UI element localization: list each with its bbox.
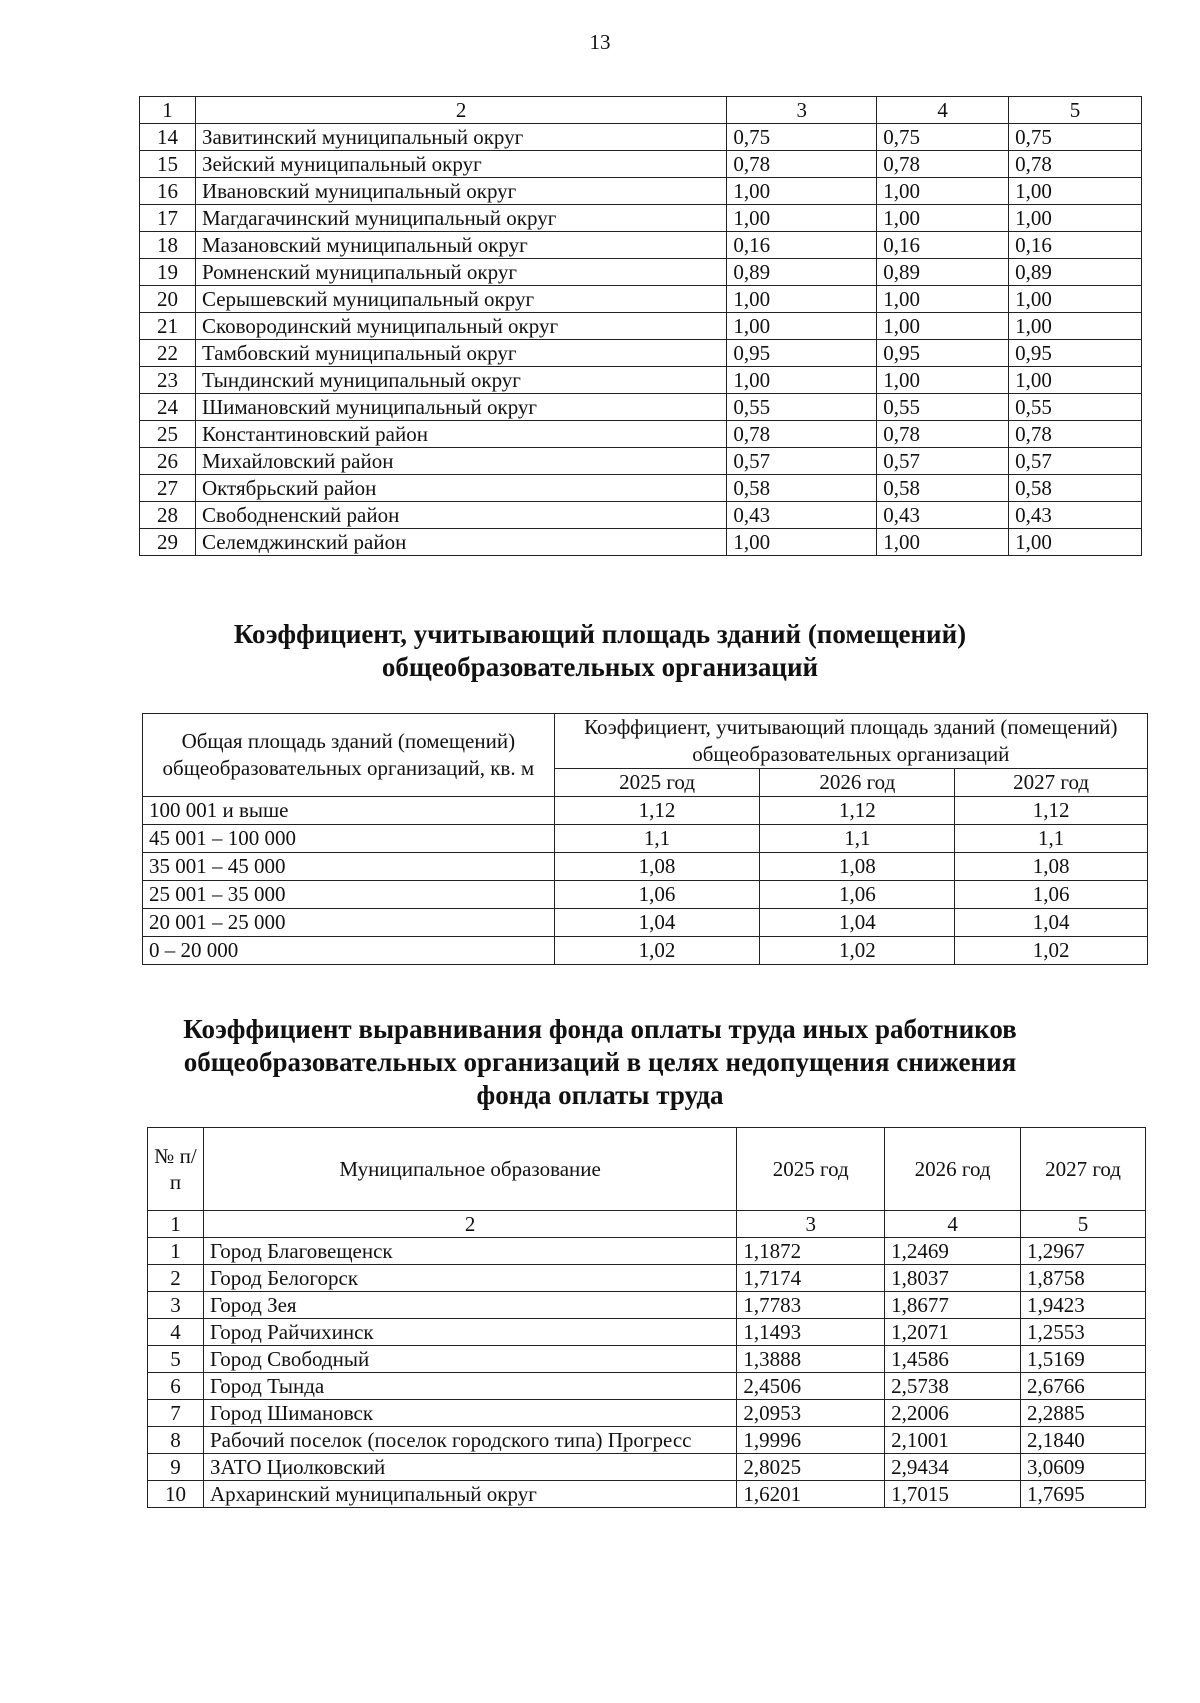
year-header: 2027 год [1021,1128,1146,1211]
table-row [143,853,1148,881]
page-number: 13 [589,30,611,54]
coefficient-value: 1,9996 [737,1427,885,1454]
area-range: 20 001 – 25 000 [143,909,555,937]
table-header-row [140,97,1142,124]
row-number: 21 [140,313,196,340]
coefficient-value: 0,78 [1009,151,1142,178]
table-row [148,1292,1146,1319]
section3-title-line2: общеобразовательных организаций в целях недопущения снижения [183,1047,1017,1077]
coefficient-value: 0,78 [877,151,1009,178]
coefficient-value: 0,43 [1009,502,1142,529]
table-row [148,1481,1146,1508]
number-column-header: № п/п [148,1128,204,1211]
column-number: 4 [885,1211,1021,1238]
coefficient-value: 1,00 [1009,529,1142,556]
table-row [148,1400,1146,1427]
municipality-name: Город Шимановск [203,1400,736,1427]
coefficient-value: 1,2967 [1021,1238,1146,1265]
row-number: 22 [140,340,196,367]
coefficient-value: 1,08 [955,853,1148,881]
municipality-name: Ивановский муниципальный округ [195,178,726,205]
table-row [148,1346,1146,1373]
municipality-name: Октябрьский район [195,475,726,502]
payroll-equalization-table [147,1127,1146,1508]
table-row [140,232,1142,259]
coefficient-value: 0,95 [727,340,877,367]
table-row [143,909,1148,937]
municipality-name: Рабочий поселок (поселок городского типа) Прогресс [203,1427,736,1454]
coefficient-value: 0,58 [1009,475,1142,502]
table-row [148,1454,1146,1481]
row-number: 17 [140,205,196,232]
year-header: 2025 год [554,769,760,797]
row-number: 8 [148,1427,204,1454]
municipality-name: Серышевский муниципальный округ [195,286,726,313]
coefficient-value: 1,12 [554,797,760,825]
table-row [143,937,1148,965]
table-row [148,1319,1146,1346]
row-number: 2 [148,1265,204,1292]
column-number: 4 [877,97,1009,124]
row-number: 5 [148,1346,204,1373]
coefficient-value: 0,16 [1009,232,1142,259]
municipality-name: Свободненский район [195,502,726,529]
column-number: 5 [1009,97,1142,124]
row-number: 19 [140,259,196,286]
coefficient-value: 1,00 [877,178,1009,205]
coefficient-value: 2,2006 [885,1400,1021,1427]
coefficient-value: 1,4586 [885,1346,1021,1373]
coefficient-value: 1,2553 [1021,1319,1146,1346]
row-number: 28 [140,502,196,529]
row-number: 23 [140,367,196,394]
coefficient-value: 1,04 [760,909,955,937]
municipality-name: Архаринский муниципальный округ [203,1481,736,1508]
table-row [140,475,1142,502]
coefficient-value: 1,7015 [885,1481,1021,1508]
coefficient-value: 0,55 [727,394,877,421]
column-number: 2 [195,97,726,124]
coefficient-value: 1,00 [727,286,877,313]
municipality-name: Тамбовский муниципальный округ [195,340,726,367]
table-row [140,367,1142,394]
municipality-name: Зейский муниципальный округ [195,151,726,178]
coefficient-group-header: Коэффициент, учитывающий площадь зданий (помещений) общеобразовательных организаций [554,714,1147,769]
coefficient-value: 0,75 [1009,124,1142,151]
row-number: 26 [140,448,196,475]
row-number: 6 [148,1373,204,1400]
row-number: 9 [148,1454,204,1481]
column-number: 2 [203,1211,736,1238]
coefficient-value: 3,0609 [1021,1454,1146,1481]
table-row [140,394,1142,421]
coefficient-value: 0,95 [877,340,1009,367]
coefficient-value: 1,8758 [1021,1265,1146,1292]
coefficient-value: 1,12 [955,797,1148,825]
coefficient-value: 1,00 [727,313,877,340]
table-row [140,286,1142,313]
coefficient-value: 1,12 [760,797,955,825]
row-number: 10 [148,1481,204,1508]
coefficient-value: 1,1872 [737,1238,885,1265]
table-row [143,825,1148,853]
area-range: 100 001 и выше [143,797,555,825]
municipality-name: Город Зея [203,1292,736,1319]
column-number: 3 [727,97,877,124]
coefficient-value: 0,89 [877,259,1009,286]
coefficient-value: 1,04 [554,909,760,937]
coefficient-value: 1,00 [727,529,877,556]
table-row [143,881,1148,909]
table-row [140,448,1142,475]
area-range: 0 – 20 000 [143,937,555,965]
coefficient-value: 1,00 [877,313,1009,340]
coefficient-value: 1,00 [877,205,1009,232]
column-numbering-row [148,1211,1146,1238]
coefficient-value: 0,89 [1009,259,1142,286]
section3-title-line3: фонда оплаты труда [476,1080,724,1110]
coefficient-value: 2,5738 [885,1373,1021,1400]
coefficient-value: 1,00 [877,367,1009,394]
coefficient-value: 2,1840 [1021,1427,1146,1454]
coefficient-value: 1,00 [727,178,877,205]
area-range: 25 001 – 35 000 [143,881,555,909]
coefficient-value: 1,00 [1009,313,1142,340]
row-number: 3 [148,1292,204,1319]
coefficient-value: 1,00 [877,529,1009,556]
table-row [148,1265,1146,1292]
coefficient-value: 1,1 [955,825,1148,853]
table-row [148,1238,1146,1265]
coefficient-value: 1,00 [877,286,1009,313]
coefficient-value: 1,2469 [885,1238,1021,1265]
coefficient-value: 0,43 [727,502,877,529]
row-number: 14 [140,124,196,151]
coefficient-value: 0,78 [727,421,877,448]
municipality-name: Завитинский муниципальный округ [195,124,726,151]
coefficient-value: 2,6766 [1021,1373,1146,1400]
municipality-name: Город Райчихинск [203,1319,736,1346]
table-row [140,124,1142,151]
coefficient-value: 0,78 [1009,421,1142,448]
municipality-name: Город Благовещенск [203,1238,736,1265]
coefficient-value: 0,75 [727,124,877,151]
municipality-name: Мазановский муниципальный округ [195,232,726,259]
row-number: 20 [140,286,196,313]
row-number: 18 [140,232,196,259]
coefficient-value: 1,8037 [885,1265,1021,1292]
year-header: 2027 год [955,769,1148,797]
municipality-name: Тындинский муниципальный округ [195,367,726,394]
coefficient-value: 0,78 [727,151,877,178]
coefficient-value: 0,55 [1009,394,1142,421]
municipality-name: Константиновский район [195,421,726,448]
table-row [140,205,1142,232]
coefficient-value: 1,04 [955,909,1148,937]
coefficient-value: 1,06 [554,881,760,909]
municipality-name: Ромненский муниципальный округ [195,259,726,286]
coefficient-value: 1,00 [727,367,877,394]
coefficient-value: 0,58 [877,475,1009,502]
table-row [148,1373,1146,1400]
coefficient-value: 2,4506 [737,1373,885,1400]
area-column-header: Общая площадь зданий (помещений) общеобразовательных организаций, кв. м [143,714,555,797]
coefficient-value: 1,08 [554,853,760,881]
column-number: 1 [148,1211,204,1238]
column-number: 1 [140,97,196,124]
section2-title-line1: Коэффициент, учитывающий площадь зданий (помещений) [233,619,967,649]
coefficient-value: 1,08 [760,853,955,881]
coefficient-value: 0,78 [877,421,1009,448]
row-number: 1 [148,1238,204,1265]
coefficient-value: 1,1 [760,825,955,853]
coefficient-value: 0,55 [877,394,1009,421]
coefficient-value: 1,9423 [1021,1292,1146,1319]
municipality-name: Сковородинский муниципальный округ [195,313,726,340]
district-coefficients-table [139,96,1142,556]
building-area-coefficients-table [142,713,1148,965]
coefficient-value: 0,57 [877,448,1009,475]
coefficient-value: 1,00 [1009,178,1142,205]
year-header: 2026 год [760,769,955,797]
table-row [140,259,1142,286]
table-row [140,340,1142,367]
coefficient-value: 1,1493 [737,1319,885,1346]
table-row [148,1427,1146,1454]
column-number: 3 [737,1211,885,1238]
table-row [143,797,1148,825]
coefficient-value: 2,1001 [885,1427,1021,1454]
table-row [140,421,1142,448]
coefficient-value: 1,7695 [1021,1481,1146,1508]
row-number: 15 [140,151,196,178]
area-range: 35 001 – 45 000 [143,853,555,881]
row-number: 27 [140,475,196,502]
coefficient-value: 1,02 [554,937,760,965]
year-header: 2025 год [737,1128,885,1211]
coefficient-value: 1,06 [955,881,1148,909]
coefficient-value: 0,57 [1009,448,1142,475]
coefficient-value: 1,02 [760,937,955,965]
coefficient-value: 1,02 [955,937,1148,965]
coefficient-value: 1,2071 [885,1319,1021,1346]
row-number: 4 [148,1319,204,1346]
coefficient-value: 0,16 [877,232,1009,259]
coefficient-value: 2,9434 [885,1454,1021,1481]
municipality-name: Город Тында [203,1373,736,1400]
coefficient-value: 1,00 [1009,205,1142,232]
row-number: 29 [140,529,196,556]
coefficient-value: 1,00 [1009,367,1142,394]
coefficient-value: 0,16 [727,232,877,259]
coefficient-value: 1,7174 [737,1265,885,1292]
coefficient-value: 1,6201 [737,1481,885,1508]
row-number: 24 [140,394,196,421]
coefficient-value: 2,0953 [737,1400,885,1427]
municipality-column-header: Муниципальное образование [203,1128,736,1211]
table-row [140,178,1142,205]
coefficient-value: 0,58 [727,475,877,502]
coefficient-value: 2,8025 [737,1454,885,1481]
municipality-name: Город Белогорск [203,1265,736,1292]
coefficient-value: 0,89 [727,259,877,286]
coefficient-value: 0,43 [877,502,1009,529]
area-range: 45 001 – 100 000 [143,825,555,853]
coefficient-value: 1,00 [1009,286,1142,313]
municipality-name: Михайловский район [195,448,726,475]
column-number: 5 [1021,1211,1146,1238]
table-row [140,151,1142,178]
coefficient-value: 0,57 [727,448,877,475]
coefficient-value: 2,2885 [1021,1400,1146,1427]
coefficient-value: 1,8677 [885,1292,1021,1319]
section2-title-line2: общеобразовательных организаций [381,652,819,682]
table-row [140,529,1142,556]
row-number: 25 [140,421,196,448]
municipality-name: Шимановский муниципальный округ [195,394,726,421]
coefficient-value: 1,5169 [1021,1346,1146,1373]
coefficient-value: 1,1 [554,825,760,853]
coefficient-value: 1,06 [760,881,955,909]
row-number: 7 [148,1400,204,1427]
row-number: 16 [140,178,196,205]
municipality-name: Город Свободный [203,1346,736,1373]
table-row [140,502,1142,529]
coefficient-value: 0,95 [1009,340,1142,367]
table-row [140,313,1142,340]
year-header: 2026 год [885,1128,1021,1211]
coefficient-value: 1,3888 [737,1346,885,1373]
coefficient-value: 1,7783 [737,1292,885,1319]
municipality-name: Селемджинский район [195,529,726,556]
municipality-name: ЗАТО Циолковский [203,1454,736,1481]
section3-title-line1: Коэффициент выравнивания фонда оплаты труда иных работников [183,1014,1017,1044]
municipality-name: Магдагачинский муниципальный округ [195,205,726,232]
coefficient-value: 0,75 [877,124,1009,151]
coefficient-value: 1,00 [727,205,877,232]
